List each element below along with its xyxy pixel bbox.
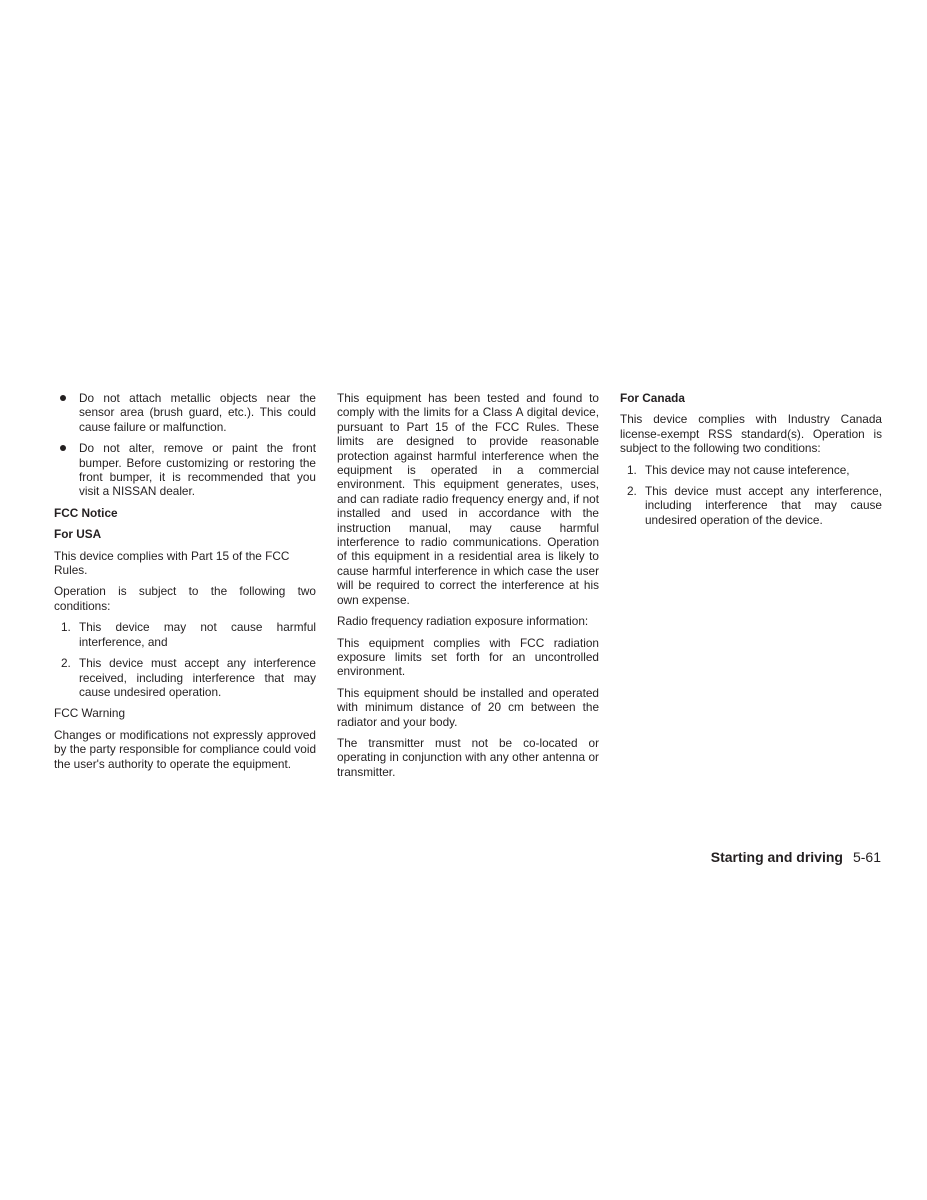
fcc-warning-label: FCC Warning <box>54 706 126 721</box>
paragraph: This equipment should be installed and operated with minimum distance of 20 cm between the radiator and your body. <box>337 685 599 729</box>
bullet-text: Do not attach metallic objects near the sensor area (brush guard, etc.). This could cause failure or malfunction. <box>79 391 316 434</box>
list-text: This device may not cause harmful interference, and <box>79 620 316 649</box>
paragraph: This equipment has been tested and found to comply with the limits for a Class A digital device, pursuant to Part 15 of the FCC Rules. These limits are designed to provide reasonable protection against harmful interference when the equipment is operated in a commercial environment. This equipment generates, uses, and can radiate radio frequency energy and, if not installed and used in accordance with the instruction manual, may cause harmful interference to radio communications. Operation of this equipment in a residential area is likely to cause harmful interference in which case the user will be required to correct the interference at his own expense. <box>337 391 599 607</box>
list-item <box>54 620 316 649</box>
paragraph: Radio frequency radiation exposure information: <box>337 614 589 629</box>
column-right <box>620 391 882 534</box>
paragraph: The transmitter must not be co-located or operating in conjunction with any other antenna or transmitter. <box>337 735 599 779</box>
list-number: 1. <box>61 620 71 635</box>
list-number: 2. <box>627 484 637 499</box>
list-text: This device must accept any interference received, including interference that may cause undesired operation. <box>79 656 316 699</box>
page-footer <box>600 848 881 866</box>
list-item <box>54 656 316 699</box>
paragraph: Operation is subject to the following two conditions: <box>54 584 316 613</box>
bullet-text: Do not alter, remove or paint the front bumper. Before customizing or restoring the front bumper, it is recommended that you visit a NISSAN dealer. <box>79 441 316 499</box>
paragraph: Changes or modifications not expressly approved by the party responsible for compliance could void the user's authority to operate the equipment. <box>54 727 316 771</box>
list-number: 1. <box>627 462 637 477</box>
section-title: Starting and driving <box>710 849 843 865</box>
bullet-icon <box>60 395 66 401</box>
list-item <box>620 463 882 477</box>
bullet-list <box>54 391 316 499</box>
paragraph: This equipment complies with FCC radiation exposure limits set forth for an uncontrolled environment. <box>337 635 599 679</box>
fcc-notice-heading: FCC Notice <box>54 505 118 520</box>
numbered-list <box>620 463 882 528</box>
page-number: 5-61 <box>852 849 881 865</box>
paragraph: This device complies with Industry Canada license-exempt RSS standard(s). Operation is subject to the following two conditions: <box>620 412 882 456</box>
for-usa-heading: For USA <box>54 527 102 542</box>
list-text: This device may not cause inteference, <box>645 462 850 477</box>
bullet-icon <box>60 445 66 451</box>
numbered-list <box>54 620 316 699</box>
list-text: This device must accept any interference, including interference that may cause undesired operation of the device. <box>645 484 882 527</box>
list-item <box>54 391 316 434</box>
list-number: 2. <box>61 656 71 671</box>
for-canada-heading: For Canada <box>620 391 685 405</box>
column-left <box>54 391 316 778</box>
list-item <box>54 441 316 499</box>
column-middle <box>337 391 599 786</box>
list-item <box>620 484 882 527</box>
paragraph: This device complies with Part 15 of the FCC Rules. <box>54 548 290 578</box>
